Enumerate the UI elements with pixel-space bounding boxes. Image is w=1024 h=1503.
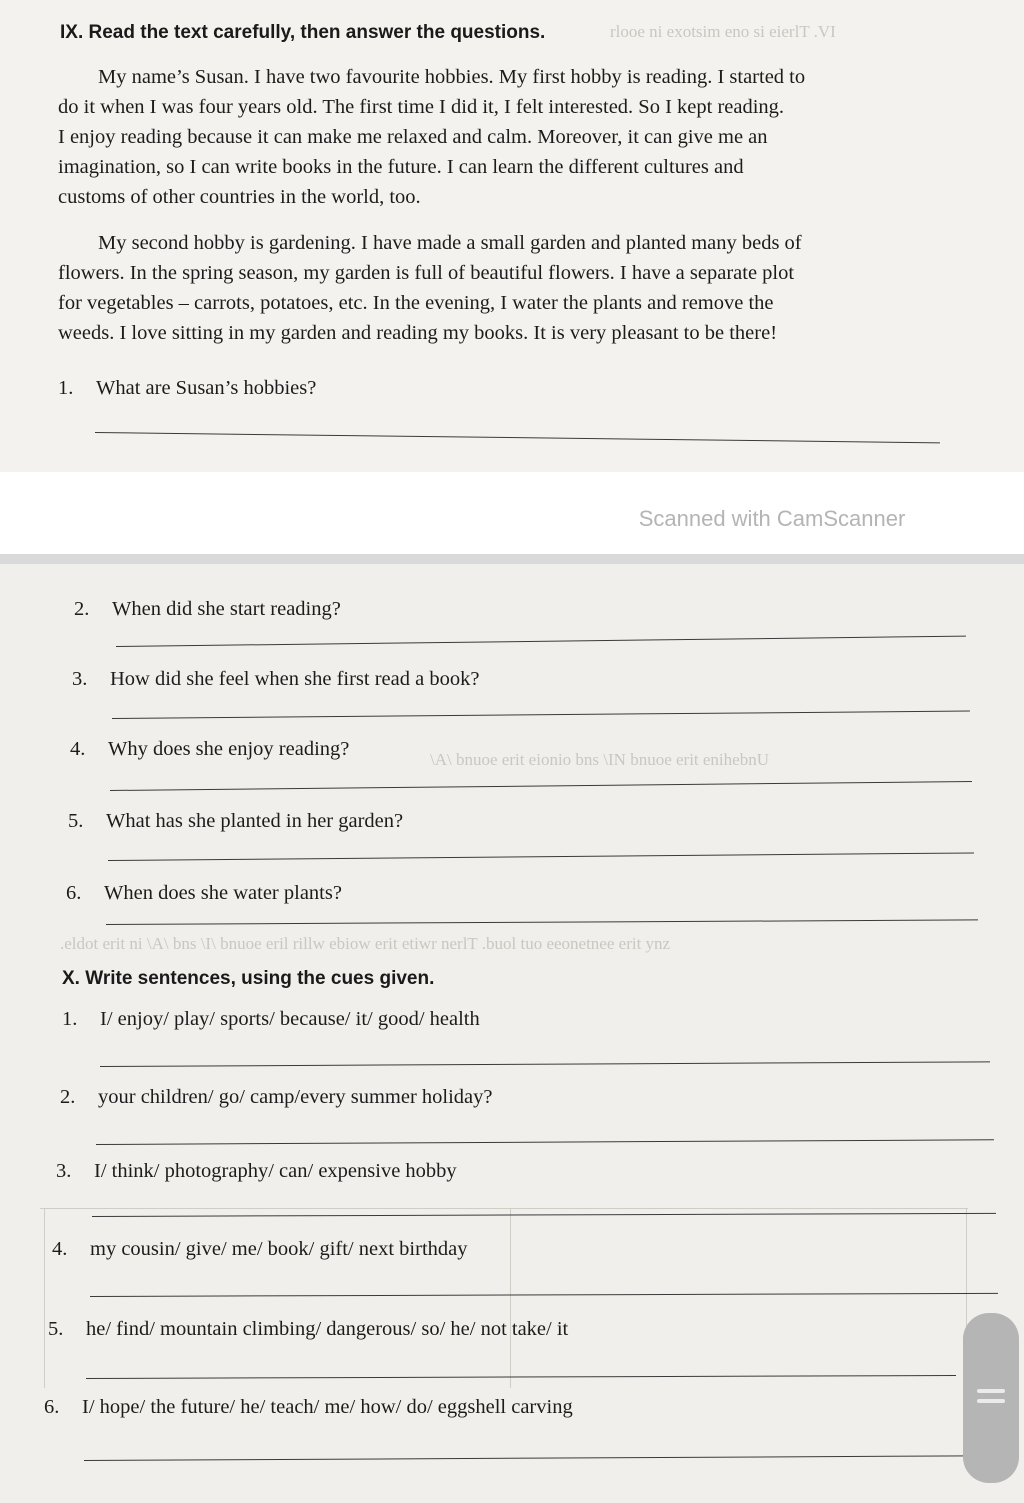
scanned-page-2 bbox=[0, 564, 1024, 1503]
bleed-through-text: rlooe ni exotsim eno si eierlT .VI bbox=[610, 22, 836, 41]
paragraph-line: I enjoy reading because it can make me relaxed and calm. Moreover, it can give me an bbox=[58, 126, 768, 148]
paragraph-line: for vegetables – carrots, potatoes, etc. In the evening, I water the plants and remove the bbox=[58, 292, 774, 314]
cue-text: I/ think/ photography/ can/ expensive hobby bbox=[94, 1160, 457, 1182]
cue-number: 6. bbox=[44, 1396, 60, 1418]
question-number: 1. bbox=[58, 377, 74, 399]
cue-number: 2. bbox=[60, 1086, 76, 1108]
bleed-through-table bbox=[510, 1208, 511, 1388]
question-1 bbox=[58, 377, 316, 400]
question-text: How did she feel when she first read a book? bbox=[110, 668, 480, 690]
cue-number: 3. bbox=[56, 1160, 72, 1182]
scanned-page-1 bbox=[0, 0, 1024, 472]
reading-paragraph-2 bbox=[58, 228, 950, 348]
cue-number: 5. bbox=[48, 1318, 64, 1340]
cue-text: he/ find/ mountain climbing/ dangerous/ so/ he/ not take/ it bbox=[86, 1318, 569, 1340]
cue-text: your children/ go/ camp/every summer holiday? bbox=[98, 1086, 493, 1108]
bleed-through-table bbox=[40, 1208, 968, 1209]
cue-text: my cousin/ give/ me/ book/ gift/ next birthday bbox=[90, 1238, 468, 1260]
answer-line[interactable] bbox=[108, 852, 974, 861]
cue-item-5 bbox=[48, 1318, 568, 1341]
question-text: When did she start reading? bbox=[112, 598, 341, 620]
question-number: 3. bbox=[72, 668, 88, 690]
cue-item-6 bbox=[44, 1396, 573, 1419]
paragraph-line: My name’s Susan. I have two favourite hobbies. My first hobby is reading. I started to bbox=[98, 66, 806, 88]
paragraph-line: customs of other countries in the world, too. bbox=[58, 186, 421, 208]
answer-line[interactable] bbox=[92, 1213, 996, 1217]
camscanner-watermark: Scanned with CamScanner bbox=[638, 506, 906, 531]
section-ix-title: IX. Read the text carefully, then answer the questions. bbox=[60, 22, 546, 43]
section-x-title: X. Write sentences, using the cues given. bbox=[62, 968, 435, 989]
question-2 bbox=[74, 598, 341, 621]
question-text: Why does she enjoy reading? bbox=[108, 738, 350, 760]
scanner-footer bbox=[0, 472, 1024, 554]
cue-item-3 bbox=[56, 1160, 457, 1183]
question-text: What are Susan’s hobbies? bbox=[96, 377, 317, 399]
question-3 bbox=[72, 668, 479, 691]
question-text: What has she planted in her garden? bbox=[106, 810, 404, 832]
answer-line[interactable] bbox=[95, 432, 940, 443]
question-5 bbox=[68, 810, 403, 833]
bleed-through-table bbox=[44, 1208, 45, 1388]
grip-icon bbox=[977, 1399, 1005, 1403]
question-number: 5. bbox=[68, 810, 84, 832]
paragraph-line: flowers. In the spring season, my garden is full of beautiful flowers. I have a separate plot bbox=[58, 262, 795, 284]
paragraph-line: imagination, so I can write books in the future. I can learn the different cultures and bbox=[58, 156, 744, 178]
cue-text: I/ enjoy/ play/ sports/ because/ it/ good/ health bbox=[100, 1008, 480, 1030]
question-4 bbox=[70, 738, 349, 761]
answer-line[interactable] bbox=[116, 636, 966, 647]
answer-line[interactable] bbox=[112, 711, 970, 719]
bleed-through-text: \A\ bnuoe erit eionio bns \IN bnuoe erit enihebnU bbox=[430, 750, 769, 769]
cue-item-4 bbox=[52, 1238, 468, 1261]
answer-line[interactable] bbox=[110, 781, 972, 791]
question-number: 6. bbox=[66, 882, 82, 904]
scroll-handle[interactable] bbox=[963, 1313, 1019, 1483]
paragraph-line: My second hobby is gardening. I have made a small garden and planted many beds of bbox=[98, 232, 802, 254]
bleed-through-text: .eldot erit ni \A\ bns \I\ bnuoe eril rillw ebiow erit etiwr nerlT .buol tuo eeonetnee erit ynz bbox=[60, 934, 671, 953]
grip-icon bbox=[977, 1389, 1005, 1393]
question-6 bbox=[66, 882, 342, 905]
cue-item-1 bbox=[62, 1008, 480, 1031]
cue-number: 1. bbox=[62, 1008, 78, 1030]
cue-text: I/ hope/ the future/ he/ teach/ me/ how/ do/ eggshell carving bbox=[82, 1396, 573, 1418]
question-text: When does she water plants? bbox=[104, 882, 342, 904]
question-number: 2. bbox=[74, 598, 90, 620]
answer-line[interactable] bbox=[100, 1061, 990, 1067]
paragraph-line: do it when I was four years old. The first time I did it, I felt interested. So I kept reading. bbox=[58, 96, 785, 118]
paragraph-line: weeds. I love sitting in my garden and reading my books. It is very pleasant to be there! bbox=[58, 322, 778, 344]
answer-line[interactable] bbox=[84, 1455, 1000, 1461]
answer-line[interactable] bbox=[90, 1293, 998, 1297]
answer-line[interactable] bbox=[86, 1375, 956, 1379]
cue-item-2 bbox=[60, 1086, 493, 1109]
cue-number: 4. bbox=[52, 1238, 68, 1260]
page-divider bbox=[0, 554, 1024, 564]
question-number: 4. bbox=[70, 738, 86, 760]
answer-line[interactable] bbox=[106, 919, 978, 925]
answer-line[interactable] bbox=[96, 1139, 994, 1145]
reading-paragraph-1 bbox=[58, 62, 950, 212]
